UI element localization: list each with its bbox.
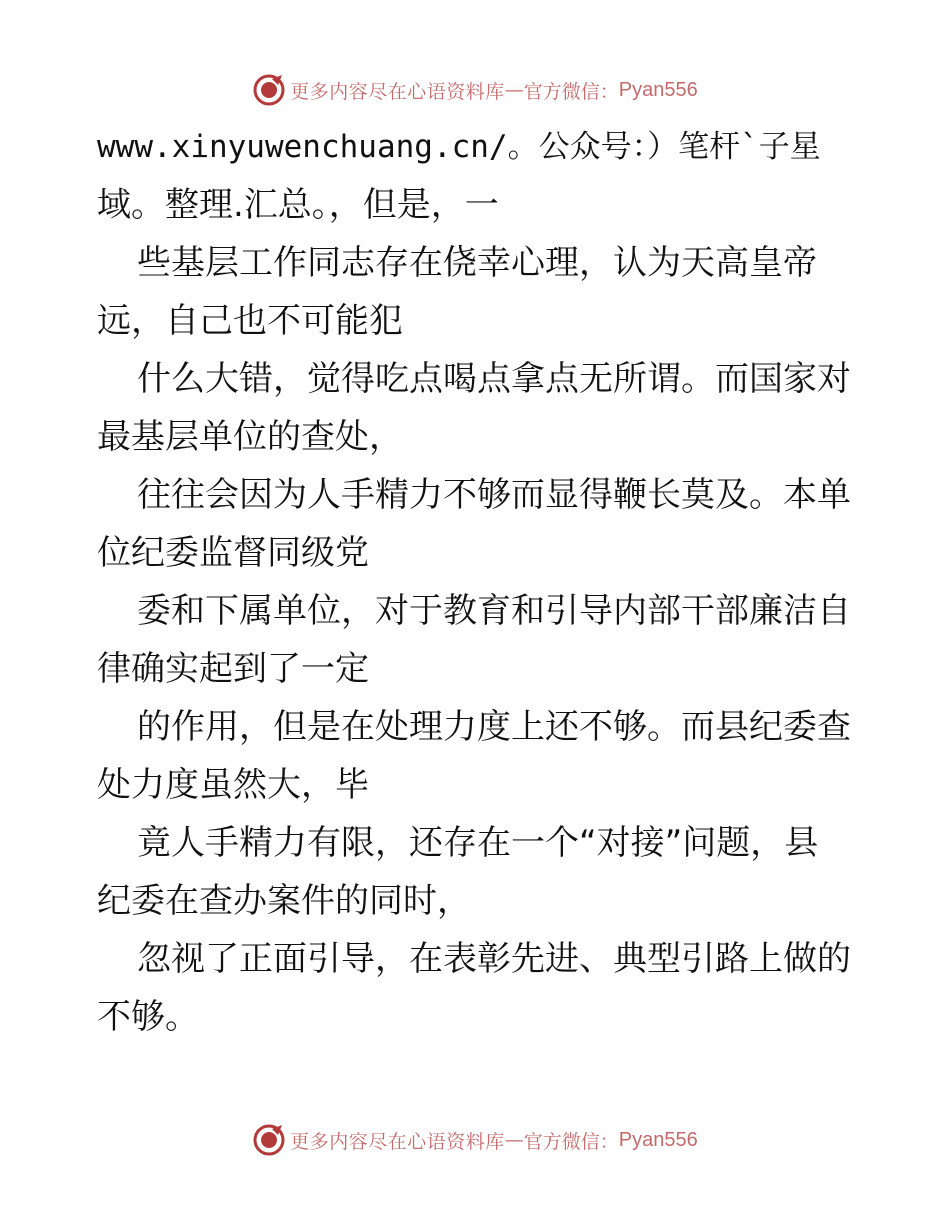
footer-separator: — (504, 1129, 524, 1151)
text-line: www.xinyuwenchuang.cn/。公众号：）笔杆`子星 (97, 129, 821, 165)
text-line: 往往会因为人手精力不够而显得鞭长莫及。本单 (137, 475, 851, 515)
text-line: 远，自己也不可能犯 (97, 301, 403, 341)
footer-banner (0, 1120, 950, 1160)
footer-wechat-id: Pyan556 (618, 1128, 698, 1151)
text-line: 忽视了正面引导，在表彰先进、典型引路上做的 (137, 939, 851, 979)
document-body (97, 118, 857, 1046)
text-line: 纪委在查办案件的同时， (97, 881, 471, 921)
text-line: 什么大错，觉得吃点喝点拿点无所谓。而国家对 (137, 359, 851, 399)
footer-banner-text: 更多内容尽在心语资料库 (290, 1130, 505, 1153)
text-line: 域。整理.汇总。，但是，一 (97, 185, 499, 225)
text-line: 的作用，但是在处理力度上还不够。而县纪委查 (137, 707, 851, 747)
text-line: 位纪委监督同级党 (97, 533, 369, 573)
logo-icon (252, 73, 286, 107)
footer-wechat-label: 官方微信： (523, 1130, 619, 1153)
text-line: 委和下属单位，对于教育和引导内部干部廉洁自 (137, 591, 851, 631)
text-line: 不够。 (97, 997, 199, 1037)
header-banner (0, 70, 950, 110)
text-line: 处力度虽然大，毕 (97, 765, 369, 805)
text-line: 些基层工作同志存在侥幸心理，认为天高皇帝 (137, 243, 817, 283)
text-line: 竟人手精力有限，还存在一个“对接”问题，县 (137, 823, 819, 863)
header-wechat-id: Pyan556 (618, 78, 698, 101)
header-separator: — (504, 79, 524, 101)
text-line: 最基层单位的查处， (97, 417, 403, 457)
header-wechat-label: 官方微信： (523, 80, 619, 103)
header-banner-text: 更多内容尽在心语资料库 (290, 80, 505, 103)
text-line: 律确实起到了一定 (97, 649, 369, 689)
logo-icon (252, 1123, 286, 1157)
